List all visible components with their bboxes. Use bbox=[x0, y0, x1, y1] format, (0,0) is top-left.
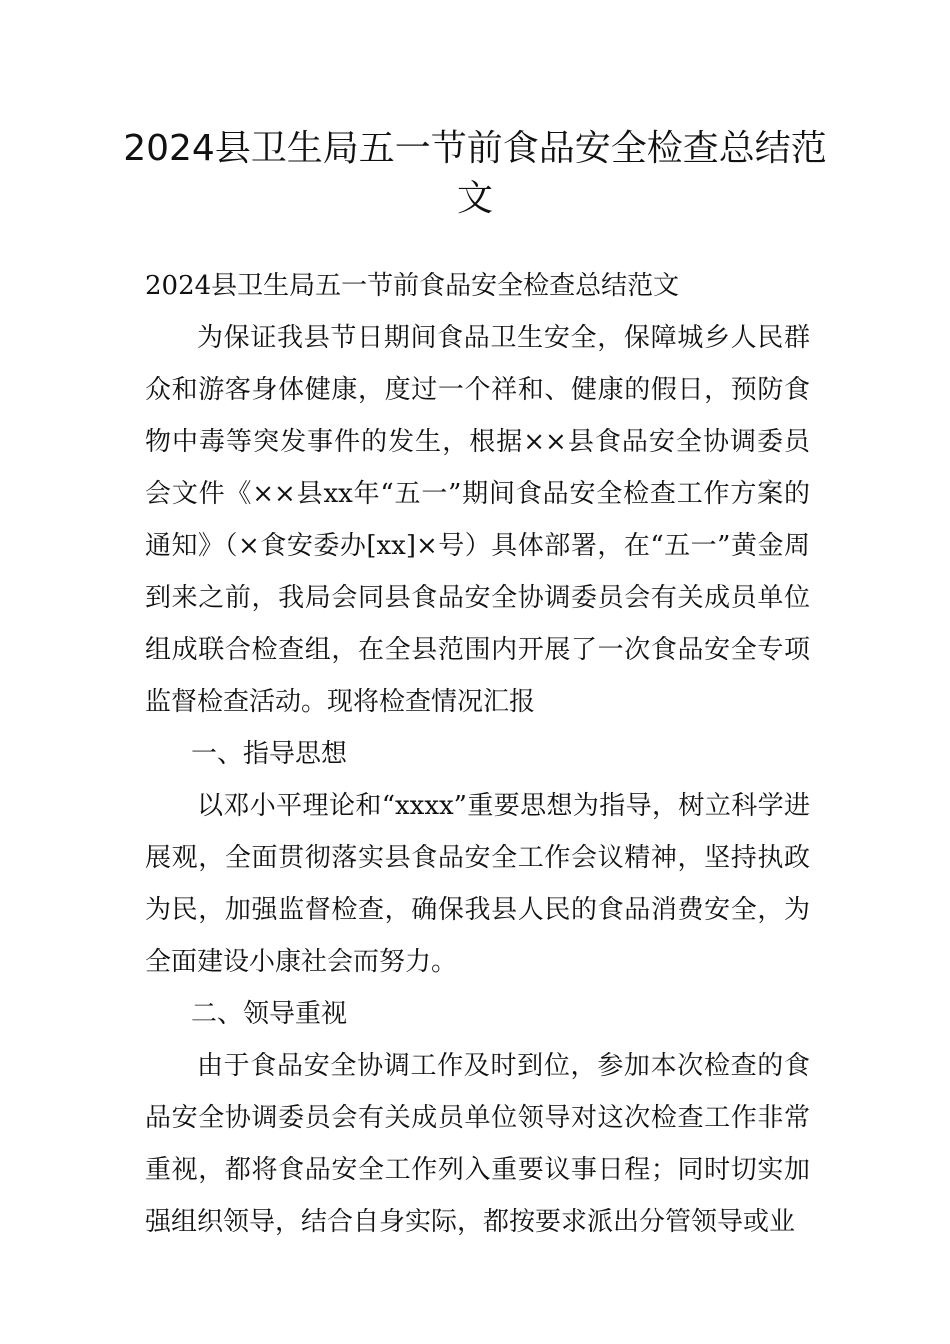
document-title: 2024县卫生局五一节前食品安全检查总结范文 bbox=[123, 128, 827, 219]
subtitle-line: 2024县卫生局五一节前食品安全检查总结范文 bbox=[145, 271, 680, 301]
section-heading-guiding-ideology: 一、指导思想 bbox=[191, 739, 348, 769]
section-heading-leadership: 二、领导重视 bbox=[191, 999, 348, 1029]
leadership-paragraph: 由于食品安全协调工作及时到位，参加本次检查的食品安全协调委员会有关成员单位领导对这次检查工作非常重视，都将食品安全工作列入重要议事日程；同时切实加强组织领导，结合自身实际，都按要求派出分管领导或业 bbox=[145, 1051, 810, 1237]
document-body bbox=[145, 260, 810, 1248]
guiding-ideology-paragraph: 以邓小平理论和“xxxx”重要思想为指导，树立科学进展观，全面贯彻落实县食品安全工作会议精神，坚持执政为民，加强监督检查，确保我县人民的食品消费安全，为全面建设小康社会而努力。 bbox=[145, 791, 810, 977]
intro-paragraph: 为保证我县节日期间食品卫生安全，保障城乡人民群众和游客身体健康，度过一个祥和、健康的假日，预防食物中毒等突发事件的发生，根据××县食品安全协调委员会文件《××县xx年“五一”期间食品安全检查工作方案的通知》（×食安委办[xx]×号）具体部署，在“五一”黄金周到来之前，我局会同县食品安全协调委员会有关成员单位组成联合检查组，在全县范围内开展了一次食品安全专项监督检查活动。现将检查情况汇报 bbox=[145, 323, 810, 717]
